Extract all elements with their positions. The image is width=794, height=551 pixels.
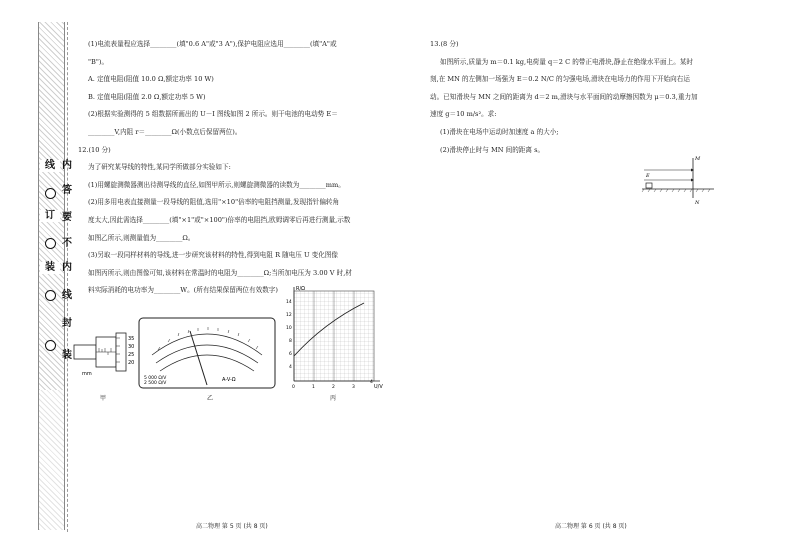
- binding-margin: [0, 0, 72, 551]
- binding-char: 订: [40, 210, 60, 222]
- micrometer-scale-20: 20: [128, 360, 135, 366]
- y-tick: 6: [289, 352, 292, 357]
- q12-part1: (1)用螺旋测微器测出待测导线的直径,如图甲所示,则螺旋测微器的读数为________mm。: [88, 180, 345, 189]
- figure-bing-label: 丙: [330, 395, 337, 402]
- q12-part3-line1: (3)另取一段同样材料的导线,进一步研究该材料的特性,得到电阻 R 随电压 U 变化图像: [88, 251, 339, 260]
- binding-char: 不: [62, 238, 72, 249]
- q11-part2-line1: (2)根据实验测得的 5 组数据所画出的 U－I 图线如图 2 所示。则干电池的电动势 E＝: [88, 110, 338, 119]
- binding-char: 线: [40, 160, 60, 172]
- binding-char: 封: [62, 318, 72, 329]
- left-page: [78, 40, 406, 304]
- multimeter-text-3: A-V-Ω: [222, 377, 236, 383]
- x-tick: 2: [332, 385, 335, 390]
- q13-part1: (1)滑块在电场中运动时加速度 a 的大小;: [440, 127, 559, 136]
- q12-part2-line2: 度太大,因此需选择________(填"×1"或"×100")倍率的电阻挡,欧姆调零后再进行测量,示数: [88, 215, 351, 224]
- q11-part1-line1: (1)电流表量程应选择________(填"0.6 A"或"3 A"),保护电阻应选用________(填"A"或: [88, 40, 337, 48]
- figure-yi-label: 乙: [207, 395, 214, 402]
- binding-cut-line: [67, 22, 68, 532]
- q13-line1: 如图所示,质量为 m＝0.1 kg,电荷量 q＝2 C 的带正电滑块,静止在绝缘水平面上。某时: [440, 57, 693, 66]
- x-tick: 0: [292, 385, 295, 390]
- binding-char: 内: [62, 160, 72, 171]
- q13-line2: 刻,在 MN 的左侧加一场强为 E＝0.2 N/C 的匀强电场,滑块在电场力的作用下开始向右运: [430, 75, 690, 84]
- binding-char: 装: [62, 350, 72, 361]
- q13-line4: 速度 g＝10 m/s²。求:: [430, 110, 497, 119]
- left-page-footer: 高二物理 第 5 页 (共 8 页): [196, 523, 268, 530]
- graph-y-axis-label: R/Ω: [296, 286, 305, 292]
- y-tick: 10: [286, 326, 292, 331]
- binding-ring: [45, 238, 56, 249]
- q11-part2-line2: ________V,内阻 r＝________Ω(小数点后保留两位)。: [88, 127, 242, 136]
- q11-part1-line2: "B")。: [88, 57, 109, 66]
- binding-ring: [45, 188, 56, 199]
- micrometer-figure: [70, 315, 142, 393]
- binding-char: 答: [62, 185, 72, 196]
- binding-char: 装: [40, 262, 60, 274]
- y-tick: 14: [286, 300, 292, 305]
- label-m: M: [695, 156, 701, 162]
- figure-jia-label: 甲: [100, 395, 107, 402]
- binding-char: 内: [62, 262, 72, 273]
- x-tick: 3: [352, 385, 355, 390]
- label-e: E: [646, 173, 650, 179]
- multimeter-figure: [138, 317, 276, 389]
- micrometer-mm-label: mm: [82, 371, 92, 377]
- q12-part2-line1: (2)用多用电表直接测量一段导线的阻值,选用"×10"倍率的电阻挡测量,发现指针偏转角: [88, 198, 340, 207]
- r-u-graph-figure: [280, 285, 390, 391]
- micrometer-scale-25: 25: [128, 352, 135, 358]
- binding-hatch-upper: [38, 22, 65, 390]
- q12-part2-line3: 如图乙所示,则测量值为________Ω。: [88, 233, 195, 242]
- x-tick: 1: [312, 385, 315, 390]
- micrometer-scale-30: 30: [128, 344, 135, 350]
- right-page-footer: 高二物理 第 6 页 (共 8 页): [555, 523, 627, 530]
- binding-char: 线: [62, 290, 72, 301]
- y-tick: 4: [289, 365, 292, 370]
- label-n: N: [695, 200, 700, 206]
- binding-ring: [45, 340, 56, 351]
- option-b: B. 定值电阻(阻值 2.0 Ω,额定功率 5 W): [88, 92, 206, 101]
- graph-x-axis-label: U/V: [374, 384, 383, 390]
- q13-part2: (2)滑块停止时与 MN 间的距离 s。: [440, 145, 545, 154]
- y-tick: 12: [286, 313, 292, 318]
- multimeter-text-1: 5 000 Ω/V: [144, 376, 167, 381]
- micrometer-scale-35: 35: [128, 336, 135, 342]
- option-a: A. 定值电阻(阻值 10.0 Ω,额定功率 10 W): [88, 75, 214, 84]
- field-diagram: [640, 152, 720, 208]
- binding-hatch-lower: [38, 390, 65, 530]
- binding-char: 要: [62, 212, 72, 223]
- q13-line3: 动。已知滑块与 MN 之间的距离为 d＝2 m,滑块与水平面间的动摩擦因数为 μ＝0.3,重力加: [430, 92, 698, 101]
- q12-heading: 12.(10 分): [78, 145, 111, 154]
- q12-intro: 为了研究某导线的特性,某同学所做部分实验如下:: [88, 163, 231, 172]
- q12-part3-line3: 料实际消耗的电功率为________W。(所有结果保留两位有效数字): [88, 286, 278, 295]
- y-tick: 8: [289, 339, 292, 344]
- q13-heading: 13.(8 分): [430, 40, 459, 48]
- binding-ring: [45, 290, 56, 301]
- q12-part3-line2: 如图丙所示,则由图像可知,该材料在常温时的电阻为________Ω;当所加电压为 3.00 V 时,材: [88, 268, 352, 277]
- right-page: [430, 40, 765, 163]
- x-tick: 4: [370, 380, 373, 385]
- multimeter-text-2: 2 500 Ω/V: [144, 381, 167, 386]
